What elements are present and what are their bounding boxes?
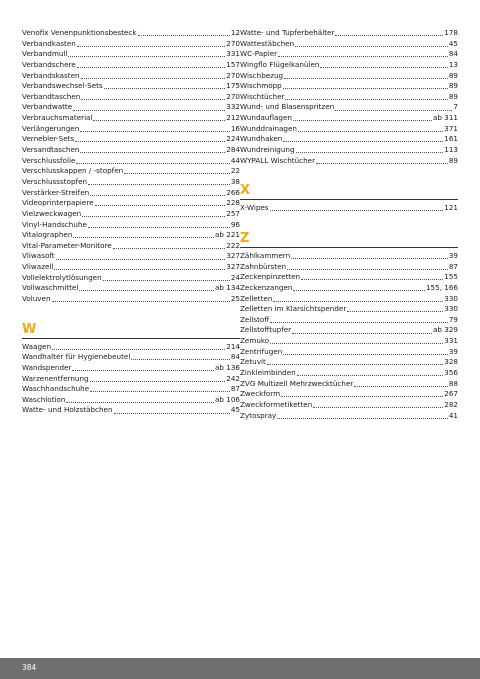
index-entry <box>240 134 458 145</box>
index-column-left <box>22 28 240 416</box>
index-term: WYPALL Wischtücher <box>240 155 316 165</box>
index-entry <box>240 389 458 400</box>
dot-leader <box>88 184 230 185</box>
index-entry <box>22 92 240 103</box>
index-entry <box>240 145 458 156</box>
footer-bar <box>0 658 480 679</box>
index-term: Vital-Parameter-Monitore <box>22 240 112 250</box>
dot-leader <box>335 110 452 111</box>
index-entry <box>22 251 240 262</box>
dot-leader <box>313 407 443 408</box>
section-letter-x: X <box>240 183 251 199</box>
index-entry <box>240 39 458 50</box>
index-entry <box>22 374 240 385</box>
index-term: Verschlussfolie <box>22 155 76 165</box>
index-entry <box>22 241 240 252</box>
index-term: Zentrifugen <box>240 346 283 356</box>
index-term: Verbandmull <box>22 49 68 59</box>
index-entry <box>22 102 240 113</box>
index-term: Verschlusskappen / -stopfen <box>22 166 124 176</box>
dot-leader <box>80 131 230 132</box>
dot-leader <box>80 152 225 153</box>
index-page-ref: 157 <box>226 59 240 69</box>
index-page-ref: 175 <box>226 81 240 91</box>
index-entry <box>240 315 458 326</box>
index-page-ref: 87 <box>448 261 458 271</box>
index-page-ref: ab 106 <box>215 394 240 404</box>
index-entry <box>240 92 458 103</box>
index-term: Watte- und Holzstäbchen <box>22 405 113 415</box>
index-page-ref: 84 <box>230 352 240 362</box>
index-page-ref: 89 <box>448 155 458 165</box>
index-term: Zweckform <box>240 389 281 399</box>
dot-leader <box>287 269 448 270</box>
index-entry <box>22 294 240 305</box>
dot-leader <box>90 381 226 382</box>
index-term: Zellstoff <box>240 314 270 324</box>
index-entry <box>240 28 458 39</box>
index-entry <box>22 39 240 50</box>
index-entry <box>240 60 458 71</box>
index-term: Wischbezug <box>240 70 284 80</box>
dot-leader <box>291 258 448 259</box>
dot-leader <box>93 120 225 121</box>
index-page-ref: ab 221 <box>215 230 240 240</box>
dot-leader <box>73 110 225 111</box>
dot-leader <box>95 205 226 206</box>
index-page-ref: 22 <box>230 166 240 176</box>
index-term: Wandspender <box>22 362 72 372</box>
dot-leader <box>66 402 214 403</box>
index-page-ref: 257 <box>226 208 240 218</box>
index-entry <box>22 49 240 60</box>
index-page-ref: 38 <box>230 176 240 186</box>
index-term: Wattestäbchen <box>240 38 295 48</box>
index-page-ref: 155, 166 <box>425 282 458 292</box>
dot-leader <box>73 237 214 238</box>
dot-leader <box>131 359 230 360</box>
index-entry <box>22 28 240 39</box>
index-term: Verschlussstopfen <box>22 176 88 186</box>
index-term: Zählkammern <box>240 250 291 260</box>
index-term: Verbandtaschen <box>22 91 81 101</box>
index-entry <box>22 145 240 156</box>
index-page-ref: 242 <box>226 373 240 383</box>
dot-leader <box>335 35 443 36</box>
index-term: Vollelektrolytlösungen <box>22 272 102 282</box>
index-term: Verlängerungen <box>22 123 80 133</box>
index-entry <box>240 203 458 214</box>
index-entry <box>22 188 240 199</box>
dot-leader <box>76 163 229 164</box>
letter-section-w <box>22 323 240 416</box>
index-term: Wund- und Blasenspritzen <box>240 102 335 112</box>
dot-leader <box>82 216 225 217</box>
index-entry <box>240 368 458 379</box>
index-entry <box>22 198 240 209</box>
section-divider <box>22 338 240 339</box>
dot-leader <box>72 370 214 371</box>
index-page-ref: 45 <box>448 38 458 48</box>
dot-leader <box>77 67 226 68</box>
index-page-ref: 39 <box>448 250 458 260</box>
dot-leader <box>293 120 432 121</box>
index-term: Vitalographen <box>22 230 73 240</box>
dot-leader <box>75 141 225 142</box>
letter-section-x <box>240 184 458 214</box>
index-page-ref: 79 <box>448 314 458 324</box>
index-entry <box>22 395 240 406</box>
index-term: Zemuko <box>240 336 270 346</box>
index-page-ref: 267 <box>444 389 458 399</box>
dot-leader <box>295 46 448 47</box>
dot-leader <box>113 248 226 249</box>
dot-leader <box>316 163 448 164</box>
index-page-ref: 89 <box>448 70 458 80</box>
index-page-ref: 25 <box>230 294 240 303</box>
index-page-ref: 327 <box>226 262 240 272</box>
index-entry <box>240 347 458 358</box>
index-term: Zelletten <box>240 293 273 303</box>
index-entry <box>240 156 458 167</box>
dot-leader <box>270 210 444 211</box>
entry-list-z <box>240 251 458 421</box>
index-entry <box>240 357 458 368</box>
index-term: Zellstofftupfer <box>240 325 292 335</box>
dot-leader <box>138 35 230 36</box>
index-entry <box>240 113 458 124</box>
dot-leader <box>347 311 443 312</box>
index-page-ref: 270 <box>226 91 240 101</box>
index-page-ref: 178 <box>444 27 458 37</box>
index-term: Zweckformetiketten <box>240 399 313 409</box>
index-page-ref: 228 <box>226 198 240 208</box>
index-entry <box>240 379 458 390</box>
index-entry <box>240 102 458 113</box>
index-page-ref: 331 <box>226 49 240 59</box>
index-term: Verbandskasten <box>22 70 80 80</box>
index-entry <box>240 81 458 92</box>
index-page-ref: 161 <box>444 134 458 144</box>
dot-leader <box>296 152 444 153</box>
index-term: Videoprinterpapiere <box>22 198 94 208</box>
index-page-ref: 284 <box>226 145 240 155</box>
index-term: Verbandswechsel-Sets <box>22 81 103 91</box>
dot-leader <box>124 173 230 174</box>
index-page-ref: 155 <box>444 272 458 282</box>
index-page-ref: 39 <box>448 346 458 356</box>
index-term: Verstärker-Streifen <box>22 187 90 197</box>
index-page-ref: 13 <box>448 59 458 69</box>
index-term: Venofix Venenpunktionsbesteck <box>22 27 137 37</box>
index-term: Zahnbürsten <box>240 261 287 271</box>
index-entry <box>22 60 240 71</box>
index-entry <box>240 71 458 82</box>
index-page-ref: 121 <box>444 203 458 213</box>
dot-leader <box>103 280 230 281</box>
index-entry <box>22 124 240 135</box>
index-entry <box>22 134 240 145</box>
index-term: Vinyl-Handschuhe <box>22 219 87 229</box>
index-page-ref: 16 <box>230 123 240 133</box>
index-term: Wundhaken <box>240 134 283 144</box>
page-number: 384 <box>22 663 37 672</box>
index-page-ref: 212 <box>226 113 240 123</box>
dot-leader <box>56 259 226 260</box>
index-entry <box>240 251 458 262</box>
index-term: Zeckenpinzetten <box>240 272 301 282</box>
index-page-ref: 87 <box>230 384 240 394</box>
index-page-ref: 89 <box>448 81 458 91</box>
index-page-ref: 332 <box>226 102 240 112</box>
dot-leader <box>292 333 432 334</box>
dot-leader <box>81 99 225 100</box>
index-term: Vernebler-Sets <box>22 134 75 144</box>
dot-leader <box>273 301 443 302</box>
index-page-ref: ab 136 <box>215 362 240 372</box>
dot-leader <box>354 386 448 387</box>
index-term: Verbandwatte <box>22 102 73 112</box>
index-term: Watte- und Tupferbehälter <box>240 27 335 37</box>
index-page-ref: 45 <box>230 405 240 415</box>
entry-list-w-continued <box>240 28 458 166</box>
index-term: Wunddrainagen <box>240 123 297 133</box>
index-entry <box>22 342 240 353</box>
dot-leader <box>283 88 448 89</box>
index-term: Vollwaschmittel <box>22 283 79 293</box>
index-term: Warzenentfernung <box>22 373 89 383</box>
index-entry <box>22 166 240 177</box>
index-entry <box>240 283 458 294</box>
index-page-ref: ab 329 <box>433 325 458 335</box>
dot-leader <box>285 99 447 100</box>
index-entry <box>240 49 458 60</box>
index-term: Versandtaschen <box>22 145 80 155</box>
dot-leader <box>54 269 225 270</box>
dot-leader <box>283 141 443 142</box>
index-page-ref: 356 <box>444 368 458 377</box>
section-divider <box>240 247 458 248</box>
index-page-ref: 328 <box>444 357 458 367</box>
index-term: Verbrauchsmaterial <box>22 113 93 123</box>
index-term: Wundauflagen <box>240 113 292 123</box>
index-entry <box>240 294 458 305</box>
dot-leader <box>90 195 225 196</box>
entry-list-v <box>22 28 240 305</box>
index-page-ref: 89 <box>448 91 458 101</box>
index-entry <box>22 71 240 82</box>
index-page-ref: ab 134 <box>215 283 240 293</box>
dot-leader <box>88 227 230 228</box>
dot-leader <box>52 301 230 302</box>
index-entry <box>240 325 458 336</box>
index-entry <box>22 230 240 241</box>
index-page-ref: 12 <box>230 27 240 37</box>
index-entry <box>240 124 458 135</box>
index-page-ref: 24 <box>230 272 240 282</box>
index-entry <box>22 406 240 417</box>
dot-leader <box>320 67 447 68</box>
index-page-ref: 270 <box>226 38 240 48</box>
dot-leader <box>114 413 230 414</box>
index-page-ref: 224 <box>226 134 240 144</box>
dot-leader <box>77 46 225 47</box>
index-column-right <box>240 28 458 421</box>
dot-leader <box>284 78 448 79</box>
index-term: Zinkleimbinden <box>240 368 296 377</box>
dot-leader <box>301 279 443 280</box>
index-page-ref: 84 <box>448 49 458 59</box>
index-page-ref: 88 <box>448 378 458 388</box>
index-term: X-Wipes <box>240 203 269 213</box>
index-page-ref: 266 <box>226 187 240 197</box>
index-page-ref: ab 311 <box>433 113 458 123</box>
index-term: Voluven <box>22 294 51 303</box>
index-page-ref: 330 <box>444 293 458 303</box>
index-entry <box>22 273 240 284</box>
index-entry <box>22 156 240 167</box>
index-page-ref: 214 <box>226 341 240 351</box>
section-divider <box>240 199 458 200</box>
section-letter-z: Z <box>240 230 250 246</box>
dot-leader <box>68 56 225 57</box>
index-term: Waschlotion <box>22 394 66 404</box>
index-entry <box>240 304 458 315</box>
index-entry <box>22 283 240 294</box>
dot-leader <box>267 364 443 365</box>
index-term: Wandhalter für Hygienebeutel <box>22 352 131 362</box>
index-term: Vliwazell <box>22 262 54 272</box>
index-entry <box>22 352 240 363</box>
index-page-ref: 41 <box>448 410 458 420</box>
index-page-ref: 282 <box>444 399 458 409</box>
index-term: Waagen <box>22 341 51 351</box>
index-entry <box>22 363 240 374</box>
index-term: Zetuvit <box>240 357 266 367</box>
index-entry <box>22 262 240 273</box>
index-term: Wischmopp <box>240 81 282 91</box>
index-term: WC-Papier <box>240 49 278 59</box>
dot-leader <box>278 56 448 57</box>
index-entry <box>22 113 240 124</box>
entry-list-w <box>22 342 240 416</box>
index-entry <box>240 262 458 273</box>
index-entry <box>240 400 458 411</box>
dot-leader <box>283 354 448 355</box>
letter-section-z <box>240 232 458 421</box>
index-term: Zytospray <box>240 410 277 420</box>
index-term: Verbandkasten <box>22 38 76 48</box>
dot-leader <box>52 349 225 350</box>
index-page-ref: 330 <box>444 304 458 314</box>
index-term: Zeckenzangen <box>240 282 293 292</box>
index-entry <box>22 177 240 188</box>
index-page-ref: 331 <box>444 336 458 346</box>
dot-leader <box>277 418 448 419</box>
dot-leader <box>298 131 443 132</box>
index-entry <box>22 81 240 92</box>
index-page-ref: 113 <box>444 145 458 155</box>
index-term: Wundreinigung <box>240 145 295 155</box>
index-term: Zelletten im Klarsichtspender <box>240 304 347 314</box>
dot-leader <box>297 375 444 376</box>
index-page-ref: 270 <box>226 70 240 80</box>
index-term: Wingflo Flügelkanülen <box>240 59 320 69</box>
dot-leader <box>270 322 448 323</box>
index-term: Verbandschere <box>22 59 76 69</box>
index-entry <box>240 272 458 283</box>
dot-leader <box>104 88 226 89</box>
index-page-ref: 7 <box>453 102 458 112</box>
dot-leader <box>270 343 443 344</box>
index-entry <box>240 336 458 347</box>
dot-leader <box>281 396 443 397</box>
index-page-ref: 44 <box>230 155 240 165</box>
entry-list-x <box>240 203 458 214</box>
index-page-ref: 222 <box>226 240 240 250</box>
dot-leader <box>293 290 425 291</box>
index-entry <box>22 209 240 220</box>
index-term: ZVG Multizell Mehrzwecktücher <box>240 378 354 388</box>
index-entry <box>240 411 458 422</box>
section-letter-w: W <box>22 321 37 337</box>
index-entry <box>22 220 240 231</box>
index-term: Vielzweckwagen <box>22 208 82 218</box>
index-page-ref: 327 <box>226 251 240 261</box>
index-term: Waschhandschuhe <box>22 384 90 394</box>
index-entry <box>22 384 240 395</box>
index-page-ref: 96 <box>230 219 240 229</box>
index-page-ref: 371 <box>444 123 458 133</box>
dot-leader <box>81 78 226 79</box>
index-term: Vliwasoft <box>22 251 55 261</box>
dot-leader <box>79 290 214 291</box>
index-term: Wischtücher <box>240 91 285 101</box>
dot-leader <box>90 391 230 392</box>
